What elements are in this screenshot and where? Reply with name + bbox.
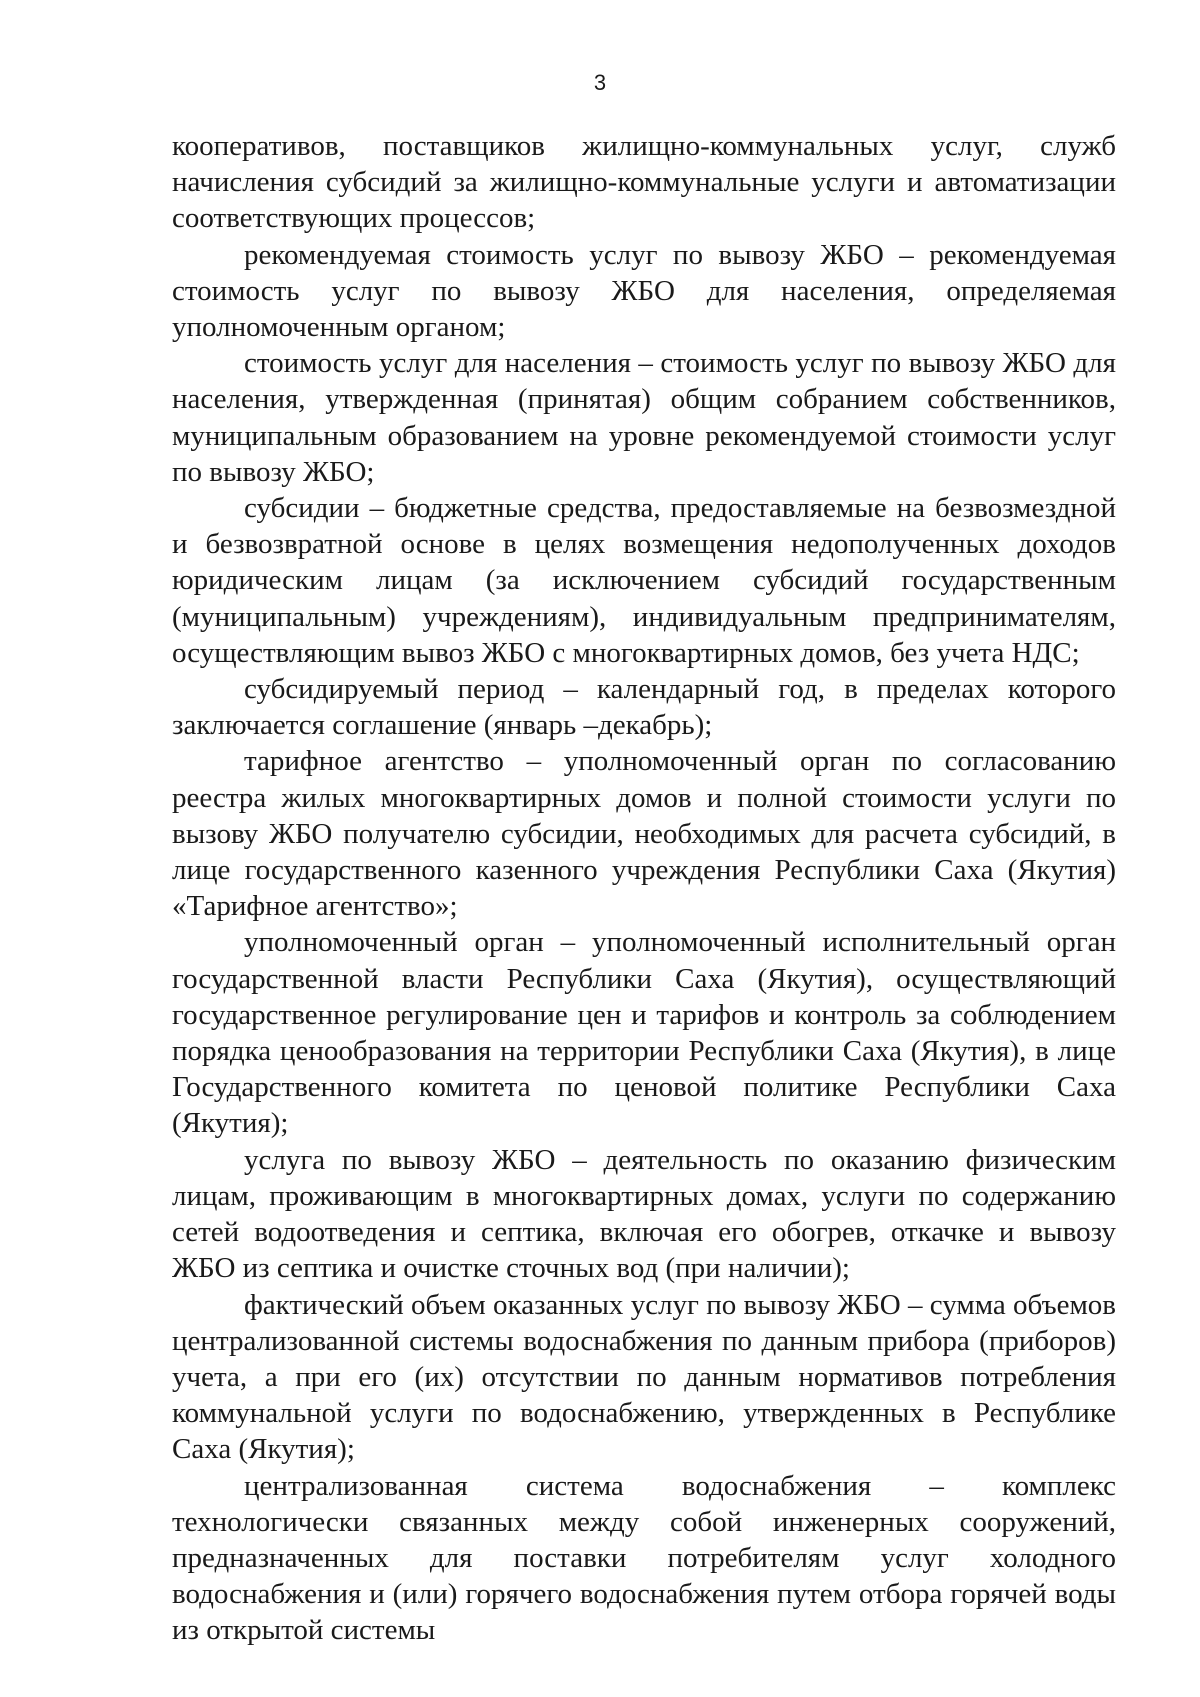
page-number: 3 xyxy=(593,70,607,95)
definition-removal-service: услуга по вывозу ЖБО – деятельность по оказанию физическим лицам, проживающим в многоквартирных домах, услуги по содержанию сетей водоотведения и септика, включая его обогрев, откачке и вывозу ЖБО из септика и очистке сточных вод (при наличии); xyxy=(172,1143,1116,1285)
definition-authorized-body: уполномоченный орган – уполномоченный исполнительный орган государственной власти Республики Саха (Якутия), осуществляющий государственное регулирование цен и тарифов и контроль за соблюдением порядка ценообразования на территории Республики Саха (Якутия), в лице Государственного комитета по ценовой политике Республики Саха (Якутия); xyxy=(172,926,1116,1140)
definition-subsidies: субсидии – бюджетные средства, предоставляемые на безвозмездной и безвозвратной основе в целях возмещения недополученных доходов юридическим лицам (за исключением субсидий государственным (муниципальным) учреждениям), индивидуальным предпринимателям, осуществляющим вывоз ЖБО с многоквартирных домов, без учета НДС; xyxy=(172,492,1116,669)
definition-recommended-cost: рекомендуемая стоимость услуг по вывозу ЖБО – рекомендуемая стоимость услуг по вывозу ЖБО для населения, определяемая уполномоченным органом; xyxy=(172,238,1116,344)
document-body xyxy=(172,128,1116,1649)
definition-actual-volume: фактический объем оказанных услуг по вывозу ЖБО – сумма объемов централизованной системы водоснабжения по данным прибора (приборов) учета, а при его (их) отсутствии по данным нормативов потребления коммунальной услуги по водоснабжению, утвержденных в Республике Саха (Якутия); xyxy=(172,1288,1116,1466)
definition-centralized-water-supply: централизованная система водоснабжения – комплекс технологически связанных между собой инженерных сооружений, предназначенных для поставки потребителям услуг холодного водоснабжения и (или) горячего водоснабжения путем отбора горячей воды из открытой системы xyxy=(172,1469,1116,1647)
definition-cost-for-population: стоимость услуг для населения – стоимость услуг по вывозу ЖБО для населения, утвержденная (принятая) общим собранием собственников, муниципальным образованием на уровне рекомендуемой стоимости услуг по вывозу ЖБО; xyxy=(172,347,1116,488)
definition-tariff-agency: тарифное агентство – уполномоченный орган по согласованию реестра жилых многоквартирных домов и полной стоимости услуги по вызову ЖБО получателю субсидии, необходимых для расчета субсидий, в лице государственного казенного учреждения Республики Саха (Якутия) «Тарифное агентство»; xyxy=(172,745,1116,923)
definition-subsidized-period: субсидируемый период – календарный год, в пределах которого заключается соглашение (январь –декабрь); xyxy=(172,673,1116,742)
paragraph-continuation: кооперативов, поставщиков жилищно-коммунальных услуг, служб начисления субсидий за жилищно-коммунальные услуги и автоматизации соответствующих процессов; xyxy=(172,130,1116,235)
